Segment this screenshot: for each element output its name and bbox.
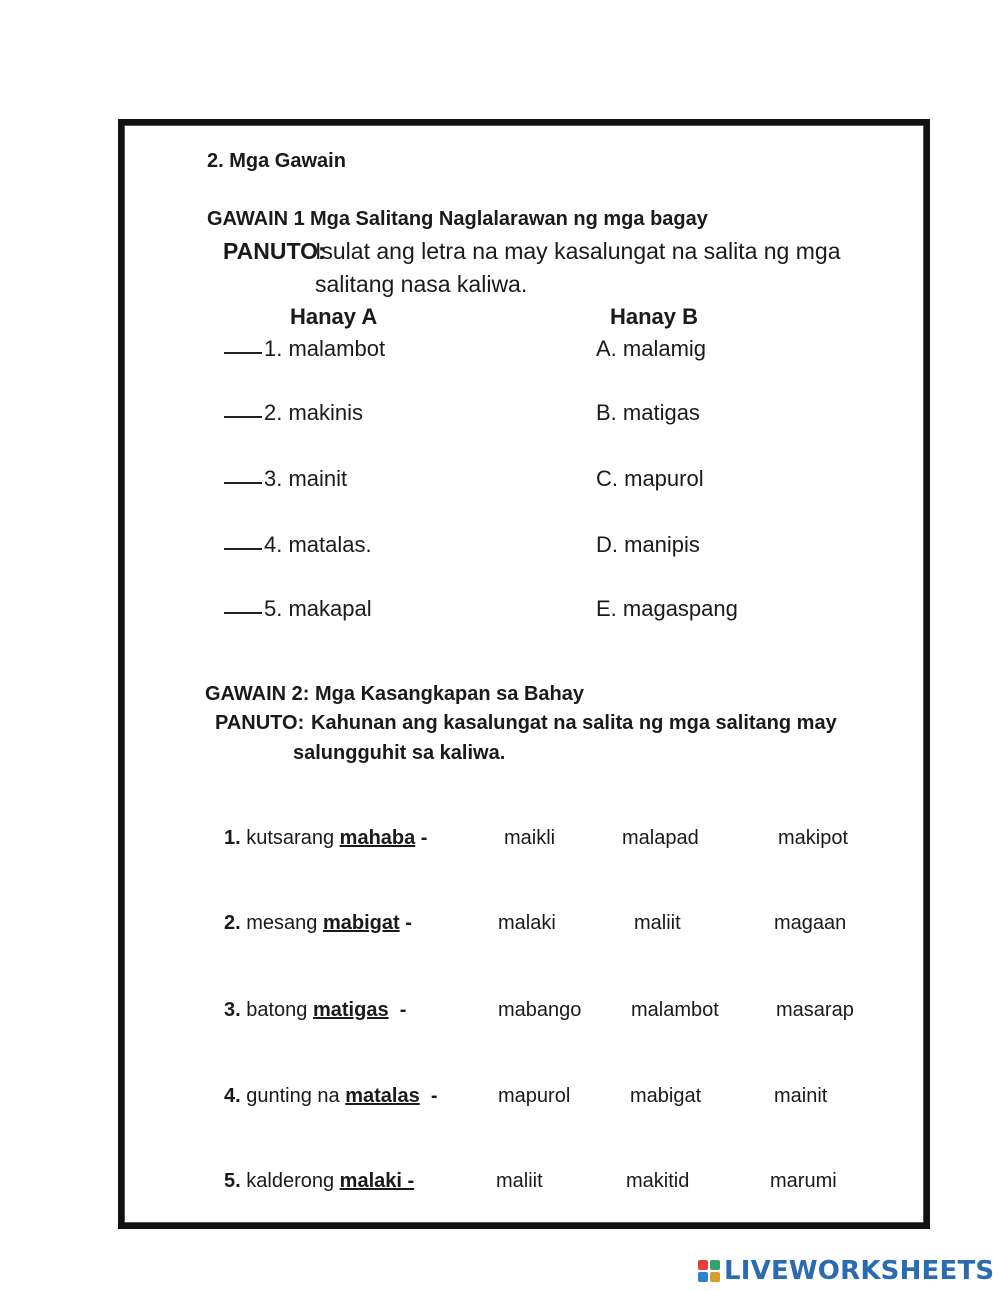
underlined-word: matalas bbox=[345, 1085, 420, 1107]
choice-option[interactable]: maliit bbox=[634, 912, 681, 934]
hanay-a-item: 1. malambot bbox=[224, 338, 385, 360]
choice-option[interactable]: maikli bbox=[504, 827, 556, 849]
underlined-word: mabigat bbox=[322, 912, 400, 934]
hanay-b-item: A. malamig bbox=[596, 336, 707, 361]
gawain2-title: GAWAIN 2: Mga Kasangkapan sa Bahay bbox=[205, 683, 585, 705]
answer-blank[interactable] bbox=[224, 612, 262, 614]
liveworksheets-watermark bbox=[698, 1256, 994, 1286]
answer-blank[interactable] bbox=[224, 416, 262, 418]
hanay-b-item: E. magaspang bbox=[596, 596, 738, 621]
gawain2-item-prompt: 4. gunting na matalas - bbox=[224, 1085, 438, 1107]
choice-option[interactable]: mabigat bbox=[630, 1085, 702, 1107]
gawain1-panuto-line2: salitang nasa kaliwa. bbox=[315, 271, 528, 297]
choice-option[interactable]: malaki bbox=[498, 912, 556, 934]
liveworksheets-logo-icon bbox=[698, 1260, 720, 1282]
answer-blank[interactable] bbox=[224, 482, 262, 484]
choice-option[interactable]: mainit bbox=[774, 1085, 828, 1107]
gawain2-item-prompt: 2. mesang mabigat - bbox=[224, 912, 412, 934]
answer-blank[interactable] bbox=[224, 548, 262, 550]
underlined-word: mahaba bbox=[339, 827, 416, 849]
gawain1-panuto-line1: Isulat ang letra na may kasalungat na salita ng mga bbox=[315, 238, 841, 264]
answer-blank[interactable] bbox=[224, 352, 262, 354]
gawain2-item-prompt: 1. kutsarang mahaba - bbox=[224, 827, 428, 849]
gawain1-label: GAWAIN 1 bbox=[207, 208, 305, 230]
choice-option[interactable]: marumi bbox=[770, 1170, 837, 1192]
hanay-a-item: 3. mainit bbox=[224, 468, 347, 490]
choice-option[interactable]: masarap bbox=[776, 999, 854, 1021]
choice-option[interactable]: maliit bbox=[496, 1170, 543, 1192]
choice-option[interactable]: mapurol bbox=[498, 1085, 571, 1107]
gawain1-title: Mga Salitang Naglalarawan ng mga bagay bbox=[310, 208, 708, 230]
gawain1-panuto-label: PANUTO: bbox=[223, 238, 326, 264]
hanay-b-item: B. matigas bbox=[596, 400, 700, 425]
choice-option[interactable]: magaan bbox=[774, 912, 847, 934]
hanay-b-header: Hanay B bbox=[610, 304, 699, 329]
choice-option[interactable]: malapad bbox=[622, 827, 699, 849]
choice-option[interactable]: makipot bbox=[778, 827, 849, 849]
hanay-b-item: D. manipis bbox=[596, 532, 700, 557]
gawain2-panuto-line2: salungguhit sa kaliwa. bbox=[293, 742, 506, 764]
hanay-a-item: 4. matalas. bbox=[224, 534, 372, 556]
hanay-b-item: C. mapurol bbox=[596, 466, 704, 491]
gawain2-panuto-label: PANUTO: bbox=[215, 712, 305, 734]
underlined-word: malaki - bbox=[339, 1170, 415, 1192]
section-title: 2. Mga Gawain bbox=[207, 150, 346, 172]
choice-option[interactable]: mabango bbox=[498, 999, 582, 1021]
hanay-a-header: Hanay A bbox=[290, 304, 378, 329]
underlined-word: matigas bbox=[312, 999, 389, 1021]
watermark-text: LIVEWORKSHEETS bbox=[724, 1256, 995, 1286]
hanay-a-item: 2. makinis bbox=[224, 402, 363, 424]
choice-option[interactable]: malambot bbox=[631, 999, 719, 1021]
gawain2-panuto-line1: Kahunan ang kasalungat na salita ng mga salitang may bbox=[311, 712, 837, 734]
gawain2-item-prompt: 3. batong matigas - bbox=[224, 999, 407, 1021]
hanay-a-item: 5. makapal bbox=[224, 598, 372, 620]
gawain2-item-prompt: 5. kalderong malaki - bbox=[224, 1170, 415, 1192]
choice-option[interactable]: makitid bbox=[626, 1170, 690, 1192]
